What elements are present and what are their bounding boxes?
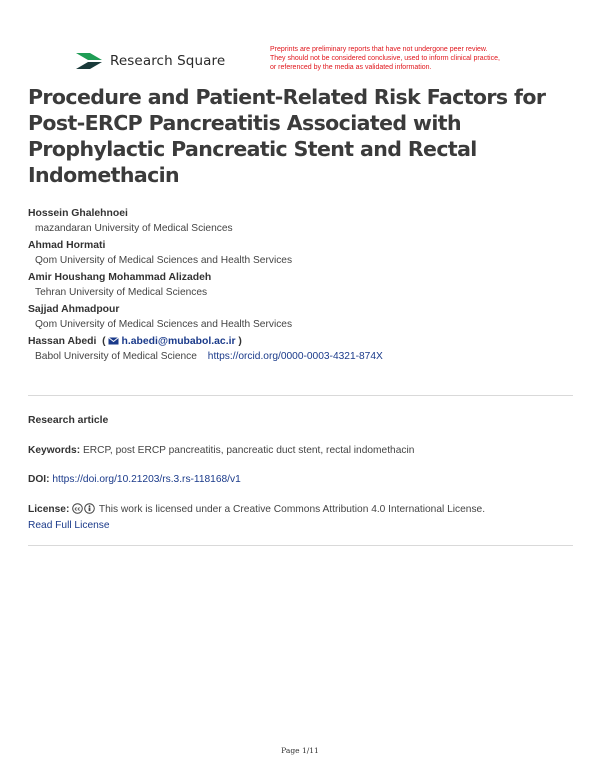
keywords-row xyxy=(28,443,573,459)
license-row xyxy=(28,502,573,534)
license-label: License: xyxy=(28,504,70,515)
author-name: Ahmad Hormati xyxy=(28,240,106,251)
doi-link[interactable]: https://doi.org/10.21203/rs.3.rs-118168/v1 xyxy=(52,474,241,485)
author-entry xyxy=(28,303,573,335)
svg-text:cc: cc xyxy=(74,506,81,513)
author-affiliation: mazandaran University of Medical Sciences xyxy=(35,223,233,234)
author-name: Amir Houshang Mohammad Alizadeh xyxy=(28,272,212,283)
author-name: Sajjad Ahmadpour xyxy=(28,304,120,315)
author-affiliation: Babol University of Medical Science xyxy=(35,351,197,362)
page-number: Page 1/11 xyxy=(281,746,319,755)
cc-icon xyxy=(72,503,83,514)
keywords-value: ERCP, post ERCP pancreatitis, pancreatic duct stent, rectal indomethacin xyxy=(82,445,415,456)
notice-line: They should not be considered conclusive, used to inform clinical practice, xyxy=(270,55,500,62)
corresponding-author-name: Hassan Abedi xyxy=(28,336,97,347)
paper-title: Procedure and Patient-Related Risk Factors for Post-ERCP Pancreatitis Associated with Prophylactic Pancreatic Stent and Rectal Indomethacin xyxy=(28,85,546,187)
research-square-logo-icon xyxy=(74,50,104,72)
envelope-icon xyxy=(108,337,119,345)
author-affiliation: Qom University of Medical Sciences and Health Services xyxy=(35,255,293,266)
notice-line: Preprints are preliminary reports that have not undergone peer review. xyxy=(270,46,488,53)
notice-line: or referenced by the media as validated information. xyxy=(270,64,432,71)
open-paren: ( xyxy=(99,336,109,347)
author-affiliation-row xyxy=(28,350,573,367)
research-square-logo[interactable] xyxy=(74,48,225,74)
article-type: Research article xyxy=(28,415,109,426)
author-affiliation: Tehran University of Medical Sciences xyxy=(35,287,208,298)
close-paren: ) xyxy=(235,336,242,347)
author-entry xyxy=(28,239,573,271)
author-name: Hossein Ghalehnoei xyxy=(28,208,128,219)
divider xyxy=(28,545,573,546)
preprint-notice xyxy=(270,45,540,72)
doi-label: DOI: xyxy=(28,474,50,485)
corresponding-author-entry xyxy=(28,335,573,367)
author-entry xyxy=(28,271,573,303)
logo-text: Research Square xyxy=(110,53,226,69)
keywords-label: Keywords: xyxy=(28,445,81,456)
license-text: This work is licensed under a Creative Commons Attribution 4.0 International License. xyxy=(98,504,486,515)
author-entry xyxy=(28,207,573,239)
divider xyxy=(28,395,573,396)
author-list xyxy=(28,207,573,367)
orcid-link[interactable]: https://orcid.org/0000-0003-4321-874X xyxy=(207,351,383,362)
author-email-link[interactable]: h.abedi@mubabol.ac.ir xyxy=(121,336,236,347)
cc-by-icon xyxy=(84,503,95,514)
read-full-license-link[interactable]: Read Full License xyxy=(28,520,110,531)
author-name-row xyxy=(28,335,573,350)
doi-row xyxy=(28,472,573,488)
author-affiliation: Qom University of Medical Sciences and Health Services xyxy=(35,319,293,330)
